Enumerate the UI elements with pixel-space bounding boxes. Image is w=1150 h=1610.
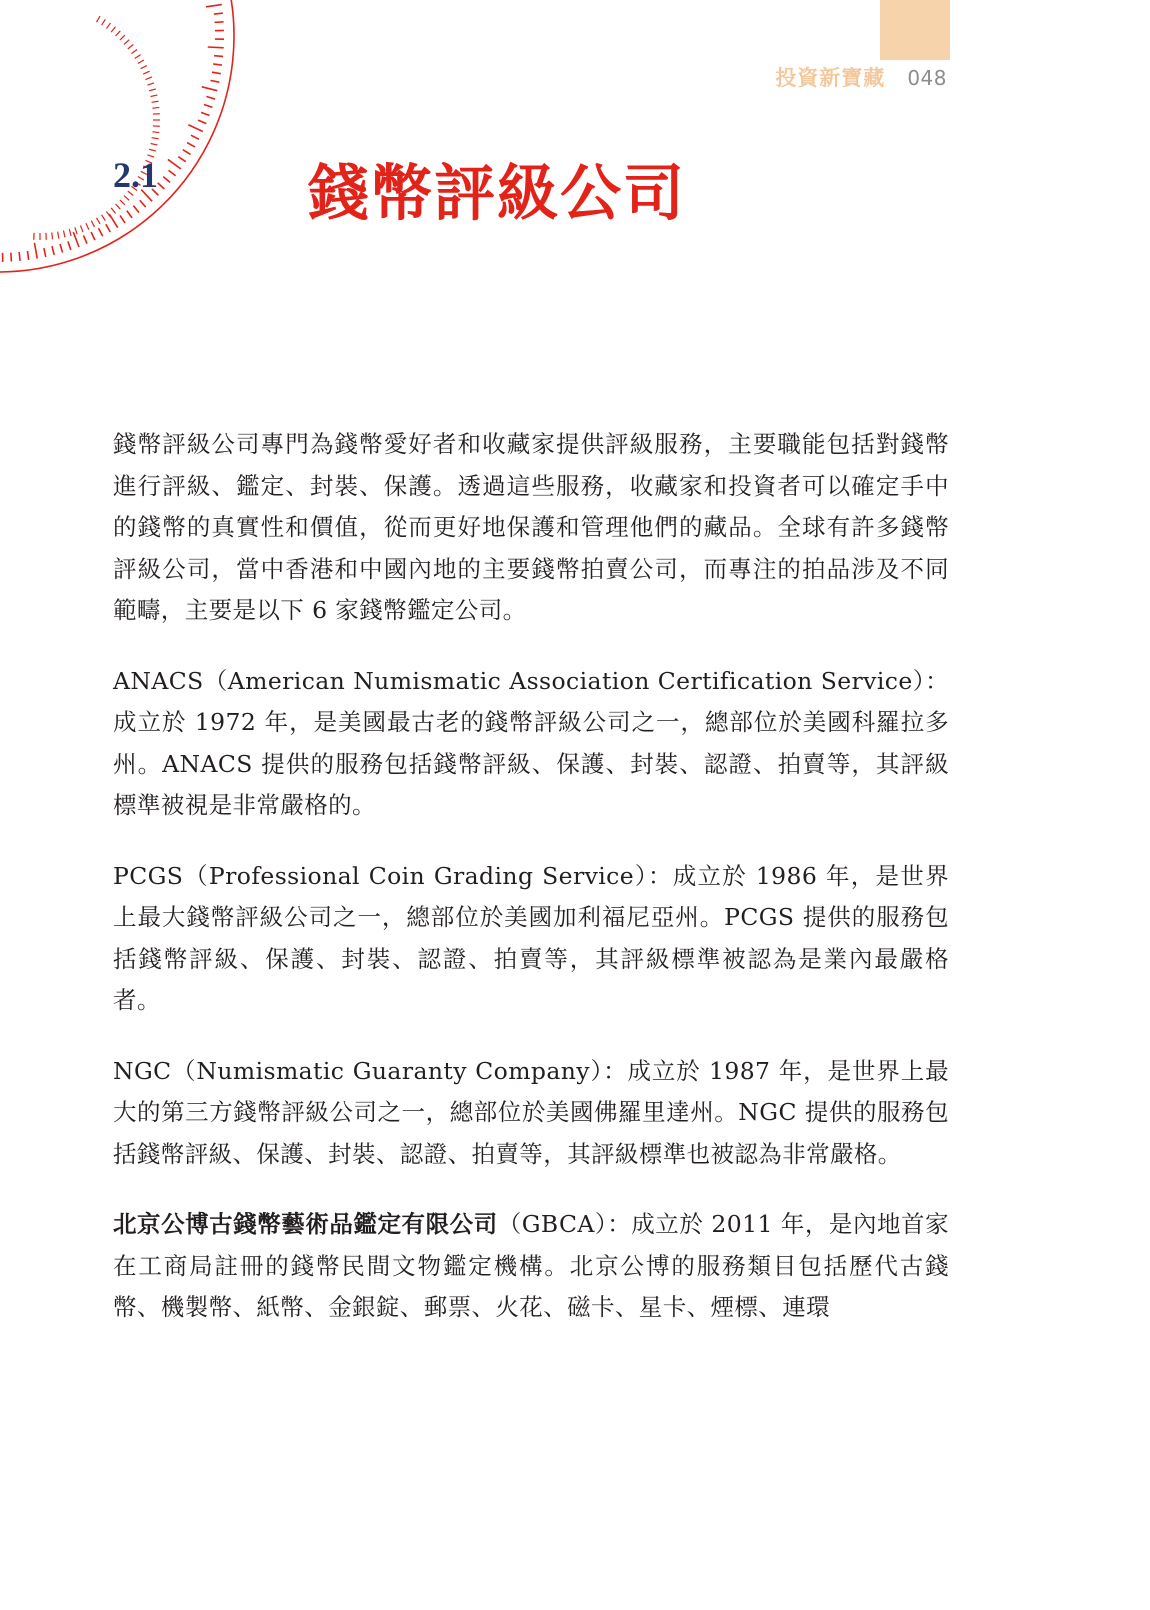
- dial-tick: [60, 244, 63, 253]
- dial-inner-tick: [106, 23, 110, 29]
- dial-tick: [214, 56, 223, 57]
- dial-inner-tick: [138, 60, 144, 64]
- paragraph-lead: 北京公博古錢幣藝術品鑑定有限公司: [113, 1210, 498, 1238]
- dial-inner-tick: [151, 95, 158, 96]
- dial-inner-tick: [124, 196, 129, 201]
- paragraph-text: 錢幣評級公司專門為錢幣愛好者和收藏家提供評級服務，主要職能包括對錢幣進行評級、鑑定、封裝、保護。透過這些服務，收藏家和投資者可以確定手中的錢幣的真實性和價值，從而更好地保護和管理他們的藏品。全球有許多錢幣評級公司，當中香港和中國內地的主要錢幣拍賣公司，而專注的拍品涉及不同範疇，主要是以下 6 家錢幣鑑定公司。: [113, 430, 949, 624]
- dial-inner-tick: [152, 138, 159, 139]
- ngc-paragraph: [113, 1051, 949, 1176]
- dial-inner-tick: [102, 215, 106, 221]
- pcgs-paragraph: [113, 856, 949, 1022]
- paragraph-text: 成立於 2011 年，是內地首家在工商局註冊的錢幣民間文物鑑定機構。北京公博的服務類目包括歷代古錢幣、機製幣、紙幣、金銀錠、郵票、火花、磁卡、星卡、煙標、連環: [113, 1210, 949, 1321]
- dial-tick: [208, 47, 224, 48]
- dial-tick: [99, 228, 103, 236]
- dial-tick: [215, 22, 224, 23]
- dial-tick: [133, 206, 139, 213]
- dial-tick: [73, 232, 79, 247]
- dial-tick: [204, 104, 213, 107]
- dial-inner-tick: [135, 55, 141, 59]
- decorative-coin-dial-icon: [0, 0, 260, 290]
- dial-tick: [34, 243, 37, 259]
- dial-tick: [191, 135, 199, 139]
- dial-tick: [169, 170, 176, 176]
- dial-tick: [188, 125, 203, 132]
- dial-tick: [44, 248, 46, 257]
- dial-tick: [210, 80, 219, 82]
- dial-tick: [120, 215, 125, 222]
- dial-tick: [206, 5, 222, 7]
- dial-tick: [19, 252, 20, 261]
- paragraph-text: 成立於 1986 年，是世界上最大錢幣評級公司之一，總部位於美國加利福尼亞州。PCGS 提供的服務包括錢幣評級、保護、封裝、認證、拍賣等，其評級標準被認為是業內最嚴格者。: [113, 861, 949, 1014]
- dial-inner-tick: [111, 27, 115, 32]
- book-title: 投資新寶藏: [775, 65, 886, 90]
- dial-tick: [206, 97, 215, 100]
- dial-inner-tick: [143, 71, 149, 74]
- dial-tick: [106, 224, 110, 232]
- dial-inner-tick: [75, 227, 77, 234]
- dial-inner-tick: [58, 232, 59, 239]
- dial-tick: [27, 251, 28, 260]
- intro-paragraph: [113, 424, 949, 632]
- dial-inner-tick: [141, 66, 147, 69]
- dial-tick: [127, 211, 132, 218]
- dial-tick: [213, 64, 222, 65]
- dial-tick: [187, 143, 195, 147]
- running-header: [775, 62, 947, 92]
- dial-inner-tick: [80, 225, 83, 232]
- dial-tick: [68, 241, 71, 250]
- dial-inner-tick: [149, 149, 156, 151]
- dial-inner-tick: [128, 44, 133, 48]
- dial-inner-tick: [52, 232, 53, 239]
- dial-tick: [91, 232, 95, 240]
- dial-inner-tick: [91, 221, 94, 227]
- dial-tick: [178, 157, 185, 162]
- dial-inner-tick: [120, 200, 125, 205]
- dial-inner-tick: [69, 229, 71, 236]
- body-text: [113, 424, 949, 1358]
- paragraph-lead: PCGS（Professional Coin Grading Service）：: [113, 861, 673, 890]
- paragraph-text: 成立於 1972 年，是美國最古老的錢幣評級公司之一，總部位於美國科羅拉多州。ANACS 提供的服務包括錢幣評級、保護、封裝、認證、拍賣等，其評級標準被視是非常嚴格的。: [113, 708, 949, 819]
- dial-tick: [163, 177, 170, 183]
- dial-inner-tick: [116, 204, 121, 209]
- dial-tick: [83, 235, 87, 243]
- gbca-paragraph: [113, 1204, 949, 1329]
- dial-tick: [11, 253, 12, 262]
- dial-tick: [168, 159, 181, 168]
- section-title: 錢幣評級公司: [308, 158, 687, 229]
- dial-inner-tick: [152, 107, 159, 108]
- dial-inner-tick: [97, 16, 101, 22]
- dial-inner-tick: [63, 231, 64, 238]
- dial-inner-tick: [124, 40, 129, 45]
- section-number: 2.1: [113, 155, 158, 195]
- paragraph-lead-suffix: （GBCA）：: [497, 1210, 632, 1238]
- dial-inner-tick: [152, 132, 159, 133]
- paragraph-lead: ANACS（American Numismatic Association Certification Service）：: [113, 666, 949, 695]
- chapter-tab-marker: [880, 0, 950, 60]
- page-number: 048: [907, 66, 947, 90]
- dial-inner-tick: [120, 35, 125, 40]
- dial-inner-tick: [151, 143, 158, 144]
- dial-tick: [198, 120, 206, 123]
- dial-tick: [202, 87, 218, 91]
- dial-inner-tick: [149, 89, 156, 91]
- dial-tick: [212, 72, 221, 74]
- dial-inner-tick: [102, 19, 106, 25]
- anacs-paragraph: [113, 661, 949, 827]
- dial-tick: [158, 183, 165, 189]
- dial-tick: [201, 112, 209, 115]
- dial-inner-tick: [86, 223, 89, 229]
- dial-tick: [52, 246, 54, 255]
- paragraph-lead: NGC（Numismatic Guaranty Company）：: [113, 1056, 628, 1085]
- dial-inner-tick: [97, 218, 101, 224]
- dial-tick: [214, 13, 223, 14]
- dial-tick: [140, 200, 146, 207]
- paragraph-text: 成立於 1987 年，是世界上最大的第三方錢幣評級公司之一，總部位於美國佛羅里達州。NGC 提供的服務包括錢幣評級、保護、封裝、認證、拍賣等，其評級標準也被認為非常嚴格。: [113, 1056, 949, 1168]
- dial-inner-tick: [152, 101, 159, 102]
- dial-inner-tick: [131, 49, 137, 53]
- dial-inner-tick: [111, 208, 115, 213]
- dial-inner-tick: [147, 83, 154, 85]
- dial-inner-tick: [116, 31, 121, 36]
- dial-inner-tick: [145, 77, 152, 80]
- dial-tick: [183, 150, 191, 155]
